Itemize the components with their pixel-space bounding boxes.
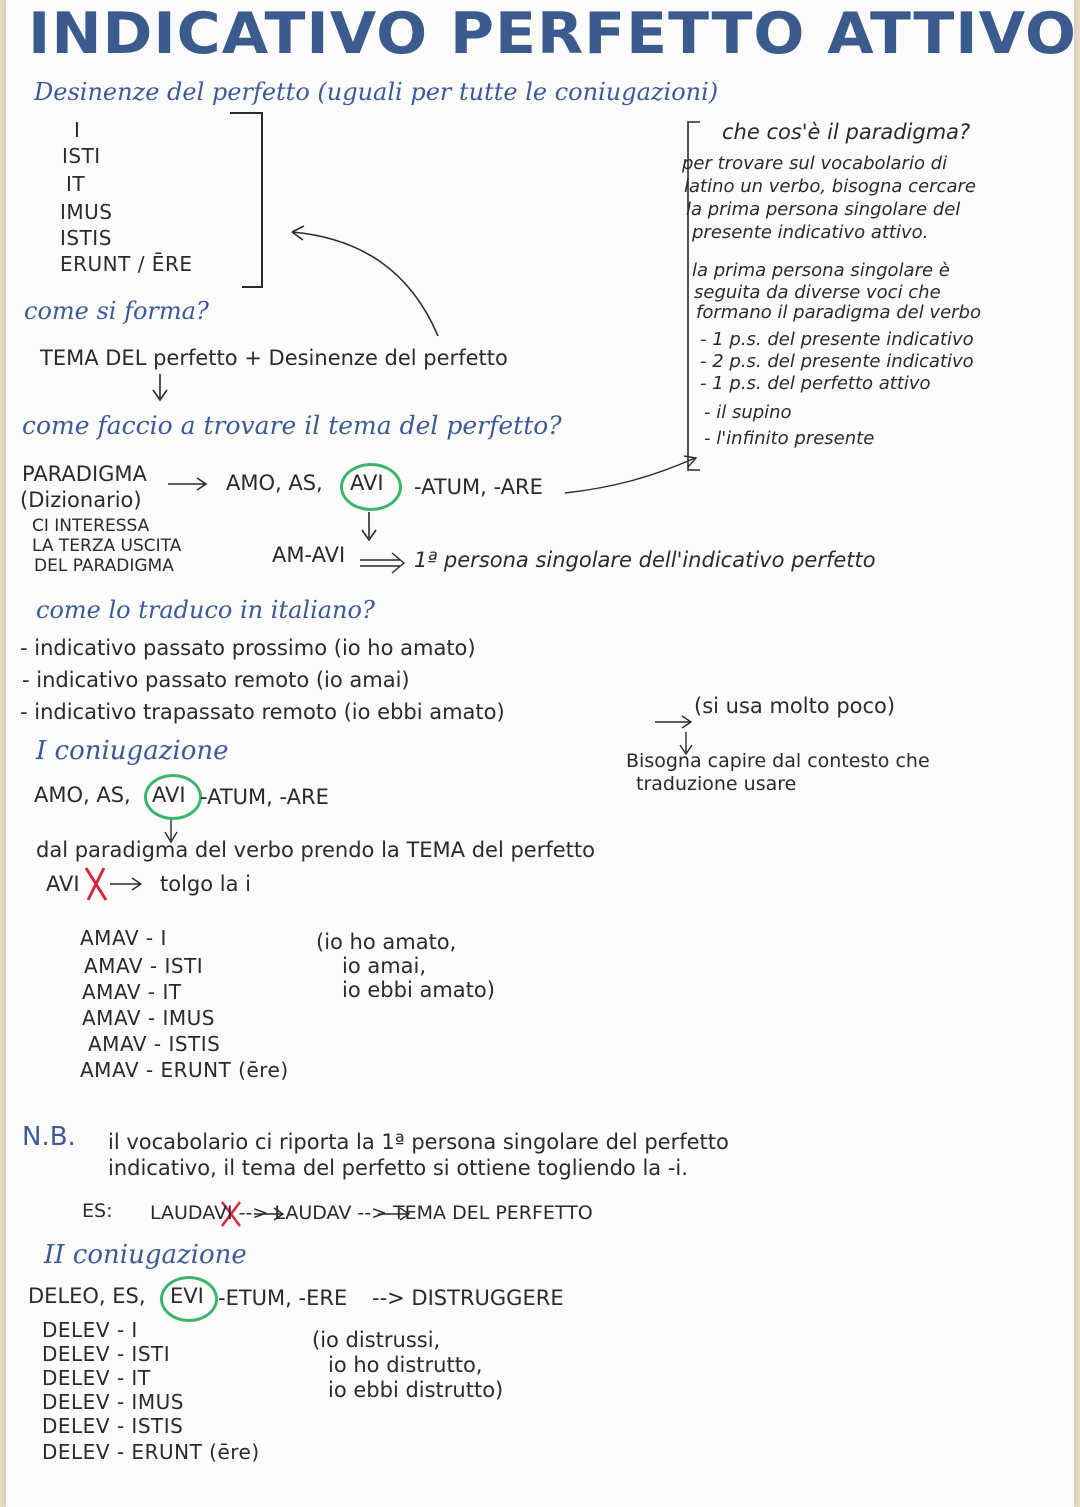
traduco-heading: come lo traduco in italiano?: [36, 596, 375, 624]
sidebox-list-item: - 2 p.s. del presente indicativo: [700, 351, 974, 372]
conj2-meaning: --> DISTRUGGERE: [372, 1286, 564, 1310]
conj2-paradigma-circled: EVI: [170, 1284, 204, 1308]
conj2-form: DELEV - IT: [42, 1366, 151, 1390]
conj2-form: DELEV - ISTIS: [42, 1414, 184, 1438]
conj2-translation: (io distrussi,: [312, 1328, 441, 1352]
sidebox-question: che cos'è il paradigma?: [722, 120, 971, 144]
conj2-paradigma-pre: DELEO, ES,: [28, 1284, 146, 1308]
sidebox-list-item: - 1 p.s. del presente indicativo: [700, 329, 974, 350]
come-trovare-heading: come faccio a trovare il tema del perfetto?: [22, 411, 562, 440]
conj2-form: DELEV - I: [42, 1318, 138, 1342]
conj1-form: AMAV - ISTIS: [88, 1032, 221, 1056]
am-avi: AM-AVI: [272, 543, 346, 567]
page-title: INDICATIVO PERFETTO ATTIVO: [28, 0, 1077, 68]
desinenza-3: IT: [66, 172, 86, 196]
conj1-tolgo: tolgo la i: [160, 872, 251, 896]
paradigma-pre: AMO, AS,: [226, 471, 323, 495]
paradigma-label: PARADIGMA: [22, 462, 147, 486]
conj2-form: DELEV - ERUNT (ēre): [42, 1440, 260, 1464]
conj1-dal-paradigma: dal paradigma del verbo prendo la TEMA del perfetto: [36, 838, 595, 862]
conj2-heading: II coniugazione: [44, 1240, 247, 1270]
sidebox-list-item: - 1 p.s. del perfetto attivo: [700, 373, 931, 394]
traduco-item: - indicativo trapassato remoto (io ebbi amato): [20, 700, 505, 724]
conj2-paradigma-post: -ETUM, -ERE: [218, 1286, 348, 1310]
ci-interessa-1: CI INTERESSA: [32, 516, 150, 536]
nb-label: N.B.: [22, 1122, 76, 1152]
dizionario-label: (Dizionario): [20, 488, 142, 512]
sidebox-p1-line: latino un verbo, bisogna cercare: [684, 176, 976, 197]
desinenza-2: ISTI: [62, 144, 101, 168]
conj2-form: DELEV - ISTI: [42, 1342, 171, 1366]
sidebox-list-item: - il supino: [704, 402, 792, 423]
conj1-translation: io amai,: [342, 954, 427, 978]
conj1-form: AMAV - ISTI: [84, 954, 204, 978]
come-si-forma: come si forma?: [24, 297, 209, 325]
sidebox-p2-line: la prima persona singolare è: [692, 260, 950, 281]
sidebox-list-item: - l'infinito presente: [704, 428, 875, 449]
am-avi-description: 1ª persona singolare dell'indicativo perfetto: [414, 548, 876, 572]
paradigma-circled: AVI: [350, 471, 384, 495]
conj1-form: AMAV - IT: [82, 980, 182, 1004]
conj1-translation: io ebbi amato): [342, 978, 495, 1002]
bisogna-line: traduzione usare: [636, 773, 797, 795]
conj1-form: AMAV - IMUS: [82, 1006, 215, 1030]
nb-line-2: indicativo, il tema del perfetto si ottiene togliendo la -i.: [108, 1156, 688, 1180]
desinenza-6: ERUNT / ĒRE: [60, 252, 193, 276]
conj1-paradigma-pre: AMO, AS,: [34, 783, 131, 807]
conj2-form: DELEV - IMUS: [42, 1390, 184, 1414]
conj1-paradigma-circled: AVI: [152, 783, 186, 807]
conj1-paradigma-post: -ATUM, -ARE: [200, 785, 329, 809]
conj1-heading: I coniugazione: [36, 736, 229, 766]
nb-es-label: ES:: [82, 1200, 113, 1222]
bisogna-line: Bisogna capire dal contesto che: [626, 750, 930, 772]
sidebox-p2-line: formano il paradigma del verbo: [696, 302, 981, 323]
ci-interessa-3: DEL PARADIGMA: [34, 556, 174, 576]
sidebox-p1-line: la prima persona singolare del: [686, 199, 961, 220]
traduco-item: - indicativo passato remoto (io amai): [22, 668, 410, 692]
desinenza-1: I: [74, 118, 81, 142]
nb-example: LAUDAVI --> LAUDAV --> TEMA DEL PERFETTO: [150, 1202, 593, 1224]
conj2-translation: io ebbi distrutto): [328, 1378, 504, 1402]
desinenze-heading: Desinenze del perfetto (uguali per tutte le coniugazioni): [34, 78, 719, 106]
ci-interessa-2: LA TERZA USCITA: [32, 536, 182, 556]
conj2-translation: io ho distrutto,: [328, 1353, 483, 1377]
traduco-item: - indicativo passato prossimo (io ho amato): [20, 636, 476, 660]
si-usa-note: (si usa molto poco): [694, 694, 896, 718]
desinenza-5: ISTIS: [60, 226, 112, 250]
sidebox-p1-line: presente indicativo attivo.: [692, 222, 929, 243]
conj1-translation: (io ho amato,: [316, 930, 457, 954]
sidebox-p1-line: per trovare sul vocabolario di: [682, 153, 948, 174]
sidebox-p2-line: seguita da diverse voci che: [694, 282, 941, 303]
desinenza-4: IMUS: [60, 200, 113, 224]
conj1-avi-crossed: AVI: [46, 872, 80, 896]
conj1-form: AMAV - I: [80, 926, 167, 950]
nb-line-1: il vocabolario ci riporta la 1ª persona singolare del perfetto: [108, 1130, 729, 1154]
paradigma-post: -ATUM, -ARE: [414, 475, 543, 499]
formula: TEMA DEL perfetto + Desinenze del perfetto: [40, 346, 508, 370]
conj1-form: AMAV - ERUNT (ēre): [80, 1058, 289, 1082]
